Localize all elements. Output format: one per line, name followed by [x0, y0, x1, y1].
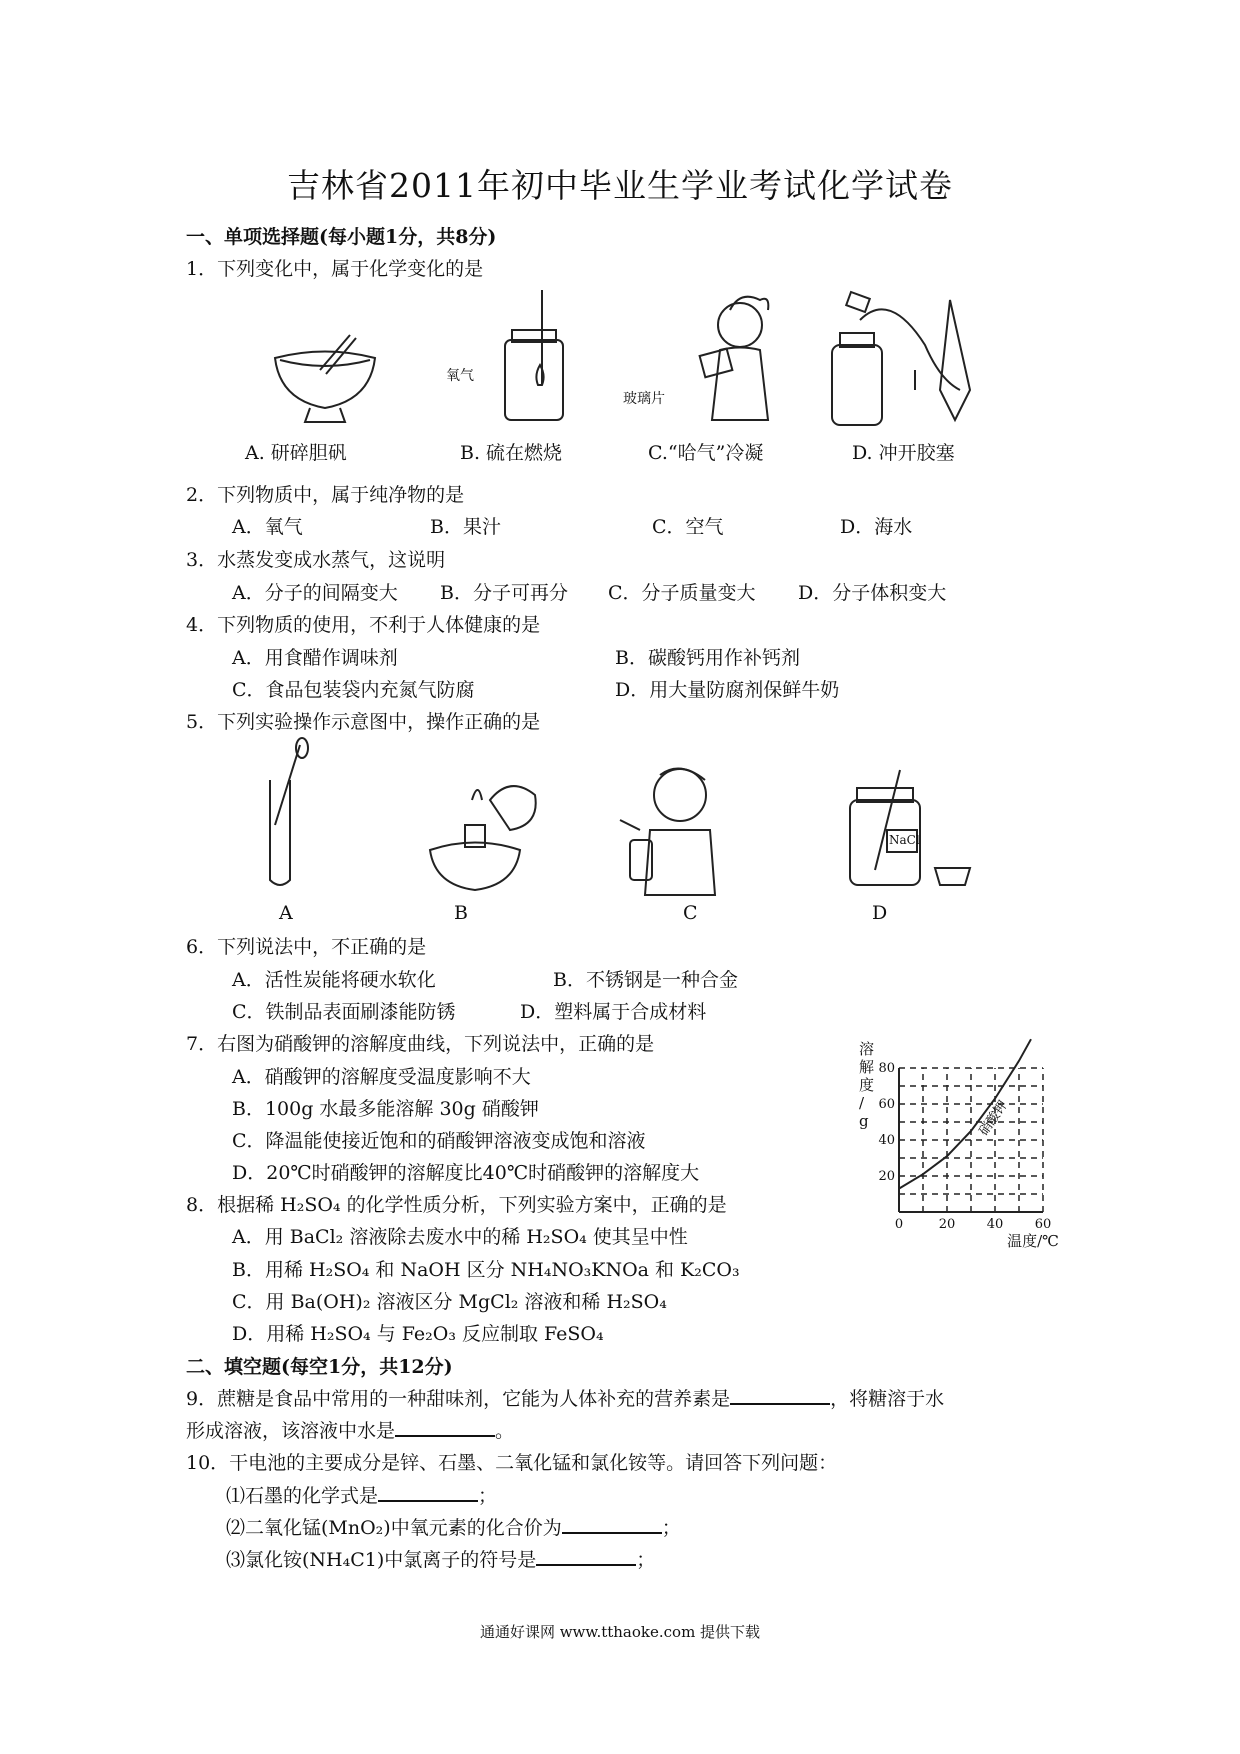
q1-caption-a: A. 研碎胆矾 — [245, 442, 347, 464]
q10-item-3-text: ⑶氯化铵(NH₄C1)中氯离子的符号是 — [226, 1549, 537, 1571]
q7-option-d: D．20℃时硝酸钾的溶解度比40℃时硝酸钾的溶解度大 — [232, 1162, 700, 1184]
y-axis-label-char: g — [859, 1112, 869, 1130]
q10-item-1-end: ； — [478, 1485, 498, 1507]
q6-option-a: A．活性炭能将硬水软化 — [232, 969, 436, 991]
q2-option-c: C．空气 — [652, 516, 724, 538]
question-8-stem: 8．根据稀 H₂SO₄ 的化学性质分析，下列实验方案中，正确的是 — [186, 1194, 727, 1216]
q5-caption-d: D — [872, 902, 888, 924]
dropper-test-tube-illustration — [260, 740, 320, 890]
q10-item-1 — [226, 1481, 497, 1508]
section-1-heading: 一、单项选择题(每小题1分，共8分) — [186, 226, 497, 248]
series-label: 硝酸钾 — [976, 1098, 1012, 1139]
child-sniffing-illustration — [600, 760, 730, 900]
y-tick-label: 20 — [878, 1169, 895, 1184]
question-9-line-2 — [186, 1416, 514, 1443]
y-axis-label-char: 溶 — [859, 1040, 875, 1058]
q10-item-2-end: ； — [661, 1517, 681, 1539]
question-2-stem: 2．下列物质中，属于纯净物的是 — [186, 484, 465, 506]
q7-option-a: A．硝酸钾的溶解度受温度影响不大 — [232, 1066, 531, 1088]
question-1-stem: 1．下列变化中，属于化学变化的是 — [186, 258, 484, 280]
q3-option-c: C．分子质量变大 — [608, 582, 756, 604]
q10-item-3 — [226, 1545, 655, 1572]
q6-option-d: D．塑料属于合成材料 — [520, 1001, 707, 1023]
question-6-stem: 6．下列说法中，不正确的是 — [186, 936, 427, 958]
label-oxygen: 氧气 — [446, 368, 474, 384]
question-3-stem: 3．水蒸发变成水蒸气，这说明 — [186, 549, 446, 571]
series-line-potassium-nitrate — [899, 1039, 1031, 1188]
q8-option-d: D．用稀 H₂SO₄ 与 Fe₂O₃ 反应制取 FeSO₄ — [232, 1323, 604, 1345]
y-axis-label-char: 解 — [859, 1058, 875, 1076]
page-footer: 通通好课网 www.tthaoke.com 提供下载 — [479, 1623, 761, 1641]
y-tick-label: 40 — [878, 1133, 895, 1148]
q10-item-2-text: ⑵二氧化锰(MnO₂)中氧元素的化合价为 — [226, 1517, 562, 1539]
q10-item-2 — [226, 1513, 681, 1540]
q3-option-a: A．分子的间隔变大 — [232, 582, 398, 604]
stopper-popping-illustration — [830, 290, 990, 440]
q3-option-b: B．分子可再分 — [440, 582, 568, 604]
q9-text-c: 形成溶液，该溶液中水是 — [186, 1420, 396, 1442]
x-tick-label: 40 — [986, 1217, 1004, 1232]
q4-option-a: A．用食醋作调味剂 — [232, 647, 398, 669]
question-5-stem: 5．下列实验操作示意图中，操作正确的是 — [186, 711, 541, 733]
x-tick-label: 20 — [938, 1217, 956, 1232]
question-10-stem: 10．干电池的主要成分是锌、石墨、二氧化锰和氯化铵等。请回答下列问题： — [186, 1452, 838, 1474]
q1-caption-b: B. 硫在燃烧 — [460, 442, 563, 464]
q10-blank-2[interactable] — [562, 1516, 662, 1534]
sulfur-burning-jar-illustration — [500, 290, 570, 430]
q8-option-a: A．用 BaCl₂ 溶液除去废水中的稀 H₂SO₄ 使其呈中性 — [232, 1226, 688, 1248]
label-glass-slide: 玻璃片 — [623, 391, 665, 407]
y-tick-label: 80 — [878, 1061, 895, 1076]
q6-option-b: B．不锈钢是一种合金 — [553, 969, 738, 991]
q9-blank-2[interactable] — [395, 1419, 495, 1437]
q4-option-d: D．用大量防腐剂保鲜牛奶 — [615, 679, 840, 701]
section-2-heading: 二、填空题(每空1分，共12分) — [186, 1356, 453, 1378]
question-7-stem: 7．右图为硝酸钾的溶解度曲线，下列说法中，正确的是 — [186, 1033, 655, 1055]
q9-text-b: ，将糖溶于水 — [830, 1388, 945, 1410]
alcohol-lamp-illustration — [420, 770, 550, 900]
x-tick-label: 0 — [894, 1217, 904, 1232]
nacl-reagent-jar-illustration — [845, 770, 975, 890]
question-9-line-1 — [186, 1384, 944, 1411]
q10-blank-1[interactable] — [378, 1484, 478, 1502]
x-tick-label: 60 — [1034, 1217, 1052, 1232]
y-tick-label: 60 — [878, 1097, 895, 1112]
q7-option-b: B．100g 水最多能溶解 30g 硝酸钾 — [232, 1098, 539, 1120]
label-nacl: NaCl — [889, 833, 920, 847]
q2-option-b: B．果汁 — [430, 516, 501, 538]
q9-text-d: 。 — [495, 1420, 515, 1442]
mortar-pestle-illustration — [270, 330, 380, 430]
page-title: 吉林省2011年初中毕业生学业考试化学试卷 — [287, 166, 953, 205]
q1-caption-c: C.“哈气”冷凝 — [648, 442, 764, 464]
q10-blank-3[interactable] — [536, 1548, 636, 1566]
q4-option-c: C．食品包装袋内充氮气防腐 — [232, 679, 475, 701]
q10-item-3-end: ； — [636, 1549, 656, 1571]
q10-item-1-text: ⑴石墨的化学式是 — [226, 1485, 379, 1507]
q3-option-d: D．分子体积变大 — [798, 582, 947, 604]
y-axis-label-char: / — [859, 1094, 865, 1112]
q2-option-d: D．海水 — [840, 516, 913, 538]
q5-caption-b: B — [454, 902, 468, 924]
q9-blank-1[interactable] — [730, 1387, 830, 1405]
q8-option-c: C．用 Ba(OH)₂ 溶液区分 MgCl₂ 溶液和稀 H₂SO₄ — [232, 1291, 667, 1313]
q4-option-b: B．碳酸钙用作补钙剂 — [615, 647, 800, 669]
girl-breathing-on-glass-illustration — [690, 290, 790, 430]
q7-option-c: C．降温能使接近饱和的硝酸钾溶液变成饱和溶液 — [232, 1130, 646, 1152]
q5-caption-a: A — [279, 902, 293, 924]
q8-option-b: B．用稀 H₂SO₄ 和 NaOH 区分 NH₄NO₃KNOa 和 K₂CO₃ — [232, 1259, 740, 1281]
q6-option-c: C．铁制品表面刷漆能防锈 — [232, 1001, 456, 1023]
question-4-stem: 4．下列物质的使用，不利于人体健康的是 — [186, 614, 541, 636]
q1-caption-d: D. 冲开胶塞 — [852, 442, 955, 464]
q2-option-a: A．氧气 — [232, 516, 303, 538]
solubility-curve-chart — [855, 1040, 1059, 1250]
q5-caption-c: C — [683, 902, 698, 924]
q9-text-a: 9．蔗糖是食品中常用的一种甜味剂，它能为人体补充的营养素是 — [186, 1388, 731, 1410]
x-axis-label: 温度/℃ — [1007, 1232, 1059, 1250]
y-axis-label-char: 度 — [859, 1076, 875, 1094]
